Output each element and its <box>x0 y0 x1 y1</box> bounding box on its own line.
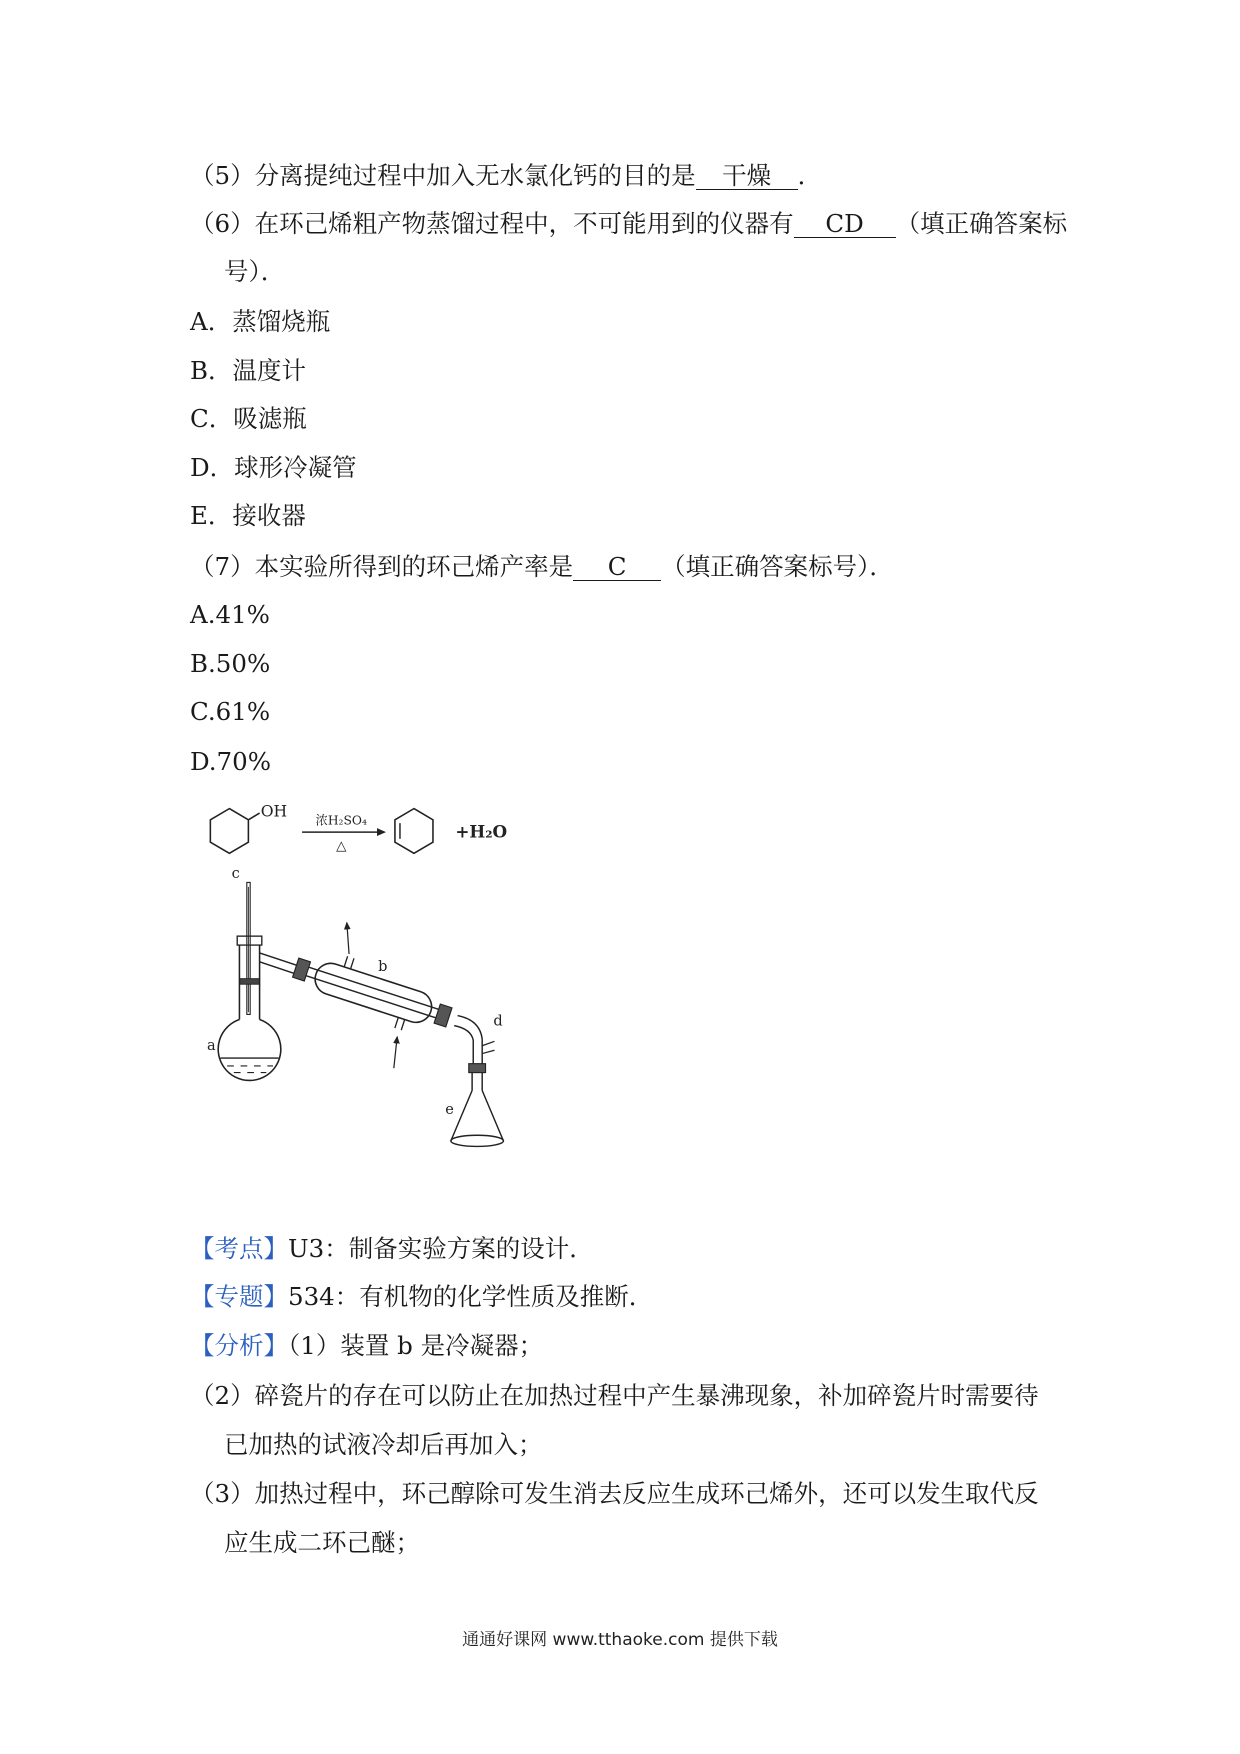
distilling-flask-a <box>218 936 281 1080</box>
question-text: （7）本实验所得到的环己烯产率是 <box>190 552 574 581</box>
option-b: B．温度计 <box>190 356 307 385</box>
kaodian-tag: 【考点】 <box>190 1234 288 1263</box>
answer-blank: C <box>573 554 661 581</box>
option-d: D.70% <box>190 747 272 776</box>
kaodian-text: U3：制备实验方案的设计． <box>288 1234 594 1263</box>
option-c: C．吸滤瓶 <box>190 404 307 433</box>
water-inlet-arrow <box>394 1037 397 1068</box>
zhuanti-line <box>190 1282 653 1312</box>
analysis-item-3: （3）加热过程中，环己醇除可发生消去反应生成环己烯外，还可以发生取代反 <box>190 1479 1039 1508</box>
question-text: （6）在环己烯粗产物蒸馏过程中，不可能用到的仪器有 <box>190 209 794 238</box>
label-d: d <box>493 1013 503 1030</box>
cyclohexene-structure <box>395 809 433 854</box>
side-arm <box>260 953 297 974</box>
condenser-b <box>287 942 457 1043</box>
option-a: A．蒸馏烧瓶 <box>190 307 331 336</box>
option-a: A.41% <box>190 600 270 629</box>
question-end: （填正确答案标号）． <box>661 552 894 581</box>
zhuanti-text: 534：有机物的化学性质及推断． <box>288 1282 654 1311</box>
answer-blank: 干燥 <box>696 163 798 190</box>
question-5 <box>190 161 822 191</box>
question-text: （5）分离提纯过程中加入无水氯化钙的目的是 <box>190 161 696 190</box>
label-a: a <box>207 1038 216 1055</box>
fenxi-tag: 【分析】 <box>190 1331 288 1360</box>
analysis-item-3-continuation: 应生成二环己醚； <box>224 1528 420 1557</box>
analysis-item-2: （2）碎瓷片的存在可以防止在加热过程中产生暴沸现象，补加碎瓷片时需要待 <box>190 1381 1039 1410</box>
adapter-d <box>454 1016 494 1064</box>
water-byproduct-label: +H₂O <box>455 821 508 842</box>
label-b: b <box>378 958 388 975</box>
fenxi-line <box>190 1331 543 1361</box>
reaction-and-apparatus-diagram <box>207 797 537 1167</box>
kaodian-line <box>190 1234 594 1264</box>
option-e: E．接收器 <box>190 501 306 530</box>
cyclohexanol-structure <box>210 801 287 853</box>
answer-blank: CD <box>794 211 896 238</box>
zhuanti-tag: 【专题】 <box>190 1282 288 1311</box>
hydroxyl-label: OH <box>260 801 288 821</box>
option-b: B.50% <box>190 649 271 678</box>
question-6-continuation: 号）． <box>224 257 286 286</box>
question-end: （填正确答案标 <box>895 209 1068 238</box>
thermometer-c <box>247 882 250 1014</box>
analysis-item-2-continuation: 已加热的试液冷却后再加入； <box>224 1430 543 1459</box>
page-footer: 通通好课网 www.tthaoke.com 提供下载 <box>462 1630 778 1650</box>
question-7 <box>190 552 894 582</box>
label-e: e <box>445 1102 454 1118</box>
option-d: D．球形冷凝管 <box>190 453 357 482</box>
question-end: ． <box>797 161 823 190</box>
question-6 <box>190 209 1067 239</box>
reagent-label: 浓H₂SO₄ <box>315 813 367 828</box>
option-c: C.61% <box>190 697 271 726</box>
water-outlet-arrow <box>347 923 349 954</box>
receiving-flask-e <box>451 1064 504 1147</box>
reaction-arrow <box>302 813 386 854</box>
label-c: c <box>231 865 240 882</box>
fenxi-text: （1）装置 b 是冷凝器； <box>288 1331 544 1360</box>
heat-symbol: △ <box>336 839 347 854</box>
